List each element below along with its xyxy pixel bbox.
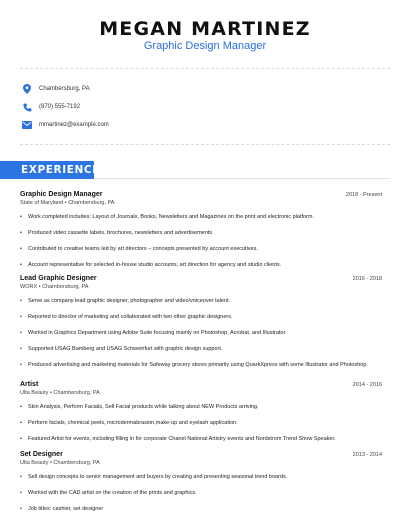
- job-title: Lead Graphic Designer: [20, 275, 97, 282]
- job-bullet-text: Produced advertising and marketing materials for Safeway grocery stores primarily using QuarkXpress with some Illustrator and Photoshop.: [28, 361, 368, 368]
- section-rule: [94, 178, 390, 179]
- job-entry: [20, 381, 382, 452]
- job-company: State of Maryland • Chambersburg, PA: [20, 200, 115, 206]
- section-heading-experience: EXPERIENCE: [0, 161, 94, 179]
- job-bullet: • Job titles: cashier, set designer: [20, 506, 382, 513]
- location-pin-icon: [22, 84, 32, 94]
- job-title: Artist: [20, 381, 39, 388]
- job-dates: 2013 - 2014: [352, 452, 382, 458]
- job-bullet: • Reported to director of marketing and collaborated with two other graphic designers.: [20, 314, 382, 321]
- job-bullet-text: Featured Artist for events, including filling in for corporate Chanel National Artistry events and Nordstrom Trend Show Speaker.: [28, 435, 336, 442]
- job-company: Ulta Beauty • Chambersburg, PA: [20, 460, 100, 466]
- job-dates: 2014 - 2016: [352, 382, 382, 388]
- job-bullet: • Featured Artist for events, including filling in for corporate Chanel National Artistry events and Nordstrom Trend Show Speaker.: [20, 436, 382, 443]
- job-bullet-text: Work completed includes: Layout of Journals, Books, Newsletters and Magazines on the print and electronic platform.: [28, 214, 315, 220]
- job-entry: [20, 451, 382, 522]
- job-bullet: • Perform facials, chemical peels, microdermabrasion,make-up and eyelash application.: [20, 420, 382, 427]
- job-bullet-text: Sell design concepts to senior management and buyers by creating and presenting seasonal trend boards.: [28, 474, 288, 480]
- job-company: Ulta Beauty • Chambersburg, PA: [20, 390, 100, 396]
- job-title: Graphic Design Manager: [20, 191, 103, 198]
- contact-phone-text: (870) 555-7192: [39, 104, 81, 110]
- contact-location: [22, 82, 90, 96]
- job-bullet: • Supported USAG Bamberg and USAG Schweinfurt with graphic design support.: [20, 346, 382, 353]
- job-bullet-text: Supported USAG Bamberg and USAG Schweinfurt with graphic design support.: [28, 345, 223, 352]
- contact-email: [22, 118, 109, 132]
- job-bullet-text: Job titles: cashier, set designer: [28, 505, 104, 512]
- job-bullet: • Produced video cassette labels, brochures, newsletters and advertisements.: [20, 230, 382, 237]
- job-bullet-text: Worked with the CAD artist on the creation of the prints and graphics.: [28, 489, 197, 496]
- job-bullet: • Serve as company lead graphic designer, photographer and video/voiceover talent.: [20, 298, 382, 305]
- job-bullet: • Worked in Graphics Department using Adobe Suite focusing mainly on Photoshop, Acrobat, and Illustrator.: [20, 330, 382, 337]
- job-bullet-text: Serve as company lead graphic designer, photographer and video/voiceover talent.: [28, 298, 231, 304]
- job-bullet-text: Worked in Graphics Department using Adobe Suite focusing mainly on Photoshop, Acrobat, and Illustrator.: [28, 329, 287, 336]
- job-dates: 2016 - 2018: [352, 276, 382, 282]
- job-bullet-text: Reported to director of marketing and collaborated with two other graphic designers.: [28, 313, 233, 320]
- job-bullet-text: Contributed to creative teams led by art directors – concepts presented by account executives.: [28, 245, 258, 252]
- contact-email-text: mmartinez@example.com: [39, 122, 109, 128]
- divider: [20, 144, 390, 145]
- job-bullet: • Contributed to creative teams led by art directors – concepts presented by account executives.: [20, 246, 382, 253]
- candidate-name: MEGAN MARTINEZ: [99, 18, 311, 40]
- contact-phone: [22, 100, 80, 114]
- divider: [20, 68, 390, 69]
- job-bullet-text: Account representative for selected in-house studio accounts, art direction for agency and studio clients.: [28, 261, 282, 268]
- job-dates: 2018 - Present: [345, 192, 382, 198]
- job-bullet: • Account representative for selected in-house studio accounts, art direction for agency and studio clients.: [20, 262, 382, 269]
- job-bullet-text: Skin Analysis, Perform Facials, Sell Facial products while talking about NEW Products arriving.: [28, 404, 259, 410]
- job-bullet: • Produced advertising and marketing materials for Safeway grocery stores primarily using QuarkXpress with some Illustrator and Photoshop.: [20, 362, 382, 369]
- job-entry: [20, 191, 382, 278]
- job-bullet: • Skin Analysis, Perform Facials, Sell Facial products while talking about NEW Products arriving.: [20, 404, 382, 411]
- job-bullet: • Worked with the CAD artist on the creation of the prints and graphics.: [20, 490, 382, 497]
- job-company: WORX • Chambersburg, PA: [20, 284, 89, 290]
- job-bullet-text: Perform facials, chemical peels, microdermabrasion,make-up and eyelash application.: [28, 419, 238, 426]
- job-title-subtitle: Graphic Design Manager: [143, 40, 267, 52]
- phone-icon: [22, 102, 32, 112]
- envelope-icon: [22, 120, 32, 130]
- contact-location-text: Chambersburg, PA: [39, 86, 90, 92]
- job-entry: [20, 275, 382, 377]
- job-title: Set Designer: [20, 451, 63, 458]
- job-bullet: • Work completed includes: Layout of Journals, Books, Newsletters and Magazines on the print and electronic platform.: [20, 214, 382, 221]
- job-bullet: • Sell design concepts to senior management and buyers by creating and presenting seasonal trend boards.: [20, 474, 382, 481]
- job-bullet-text: Produced video cassette labels, brochures, newsletters and advertisements.: [28, 229, 214, 236]
